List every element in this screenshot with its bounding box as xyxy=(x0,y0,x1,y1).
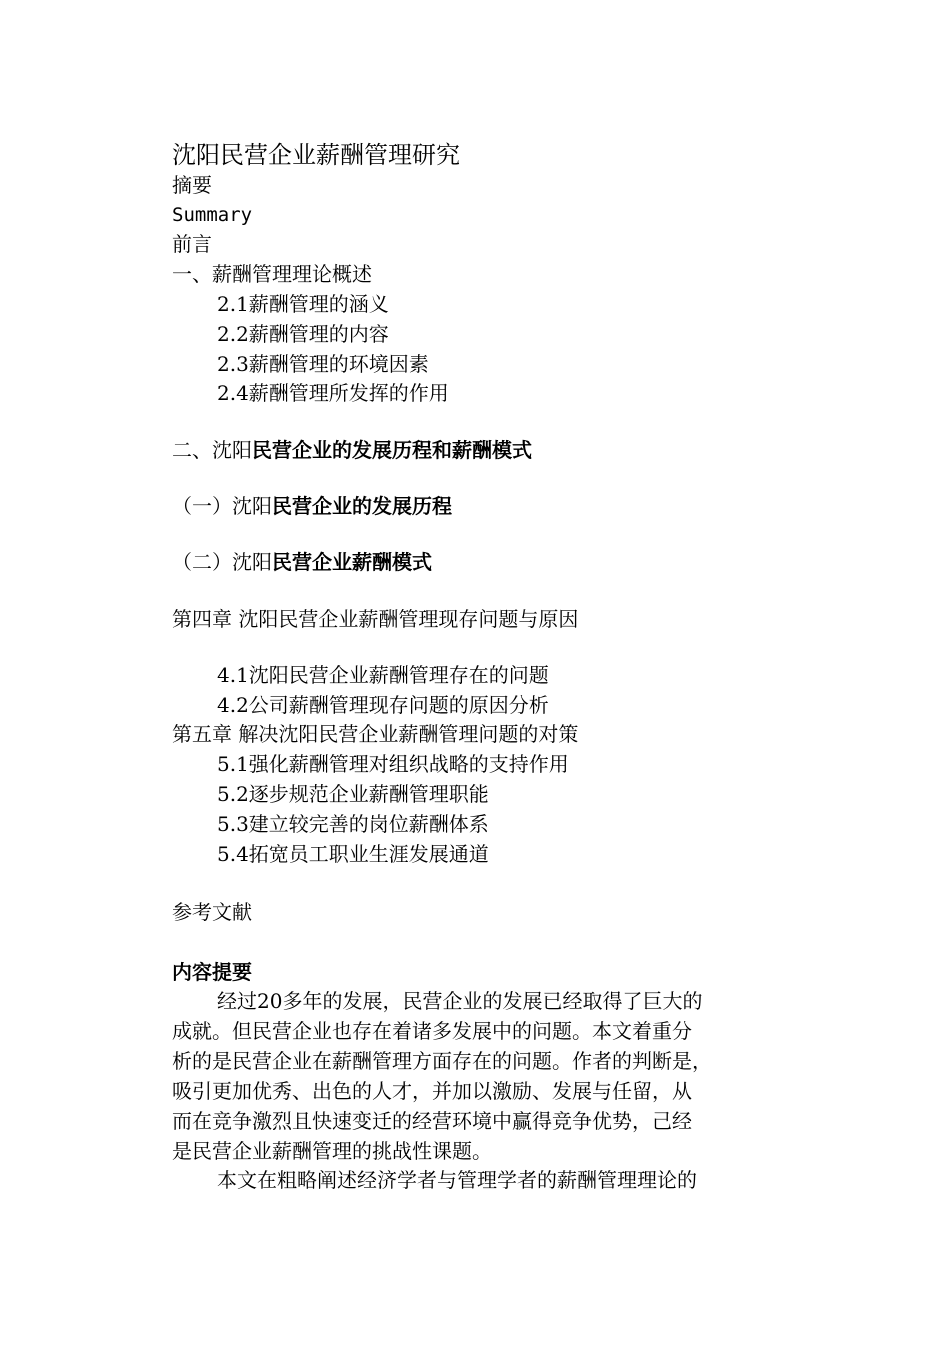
toc-item: 5.1强化薪酬管理对组织战略的支持作用 xyxy=(217,752,569,776)
toc-chapter-4: 第四章 沈阳民营企业薪酬管理现存问题与原因 xyxy=(172,607,579,631)
toc-summary: Summary xyxy=(172,204,253,226)
toc-item: 2.4薪酬管理所发挥的作用 xyxy=(217,381,449,405)
toc-section-title: 民营企业的发展历程 xyxy=(272,494,452,518)
paragraph-line: 而在竞争激烈且快速变迁的经营环境中赢得竞争优势，己经 xyxy=(172,1109,692,1133)
toc-abstract: 摘要 xyxy=(172,173,212,197)
toc-chapter-1: 一、薪酬管理理论概述 xyxy=(172,262,372,286)
toc-item: 4.2公司薪酬管理现存问题的原因分析 xyxy=(217,693,549,717)
toc-item: 2.2薪酬管理的内容 xyxy=(217,322,389,346)
paragraph-line: 析的是民营企业在薪酬管理方面存在的问题。作者的判断是， xyxy=(172,1049,712,1073)
content-summary-heading: 内容提要 xyxy=(172,960,252,984)
document-title: 沈阳民营企业薪酬管理研究 xyxy=(172,141,460,169)
toc-item: 5.2逐步规范企业薪酬管理职能 xyxy=(217,782,489,806)
content-summary-paragraph-2 xyxy=(172,1165,782,1195)
toc-references: 参考文献 xyxy=(172,900,252,924)
paragraph-line: 成就。但民营企业也存在着诸多发展中的问题。本文着重分 xyxy=(172,1019,692,1043)
toc-item: 5.4拓宽员工职业生涯发展通道 xyxy=(217,842,489,866)
toc-item: 5.3建立较完善的岗位薪酬体系 xyxy=(217,812,489,836)
paragraph-line: 是民营企业薪酬管理的挑战性课题。 xyxy=(172,1139,492,1163)
content-summary-paragraph-1 xyxy=(172,986,782,1166)
toc-chapter-2-prefix: 二、沈阳 xyxy=(172,438,252,462)
toc-item: 2.1薪酬管理的涵义 xyxy=(217,292,389,316)
toc-chapter-2 xyxy=(172,435,532,465)
paragraph-line: 吸引更加优秀、出色的人才，并加以激励、发展与任留，从 xyxy=(172,1079,692,1103)
toc-chapter-2-title: 民营企业的发展历程和薪酬模式 xyxy=(252,438,532,462)
toc-section-title: 民营企业薪酬模式 xyxy=(272,550,432,574)
toc-item: 4.1沈阳民营企业薪酬管理存在的问题 xyxy=(217,663,549,687)
toc-section-prefix: （二）沈阳 xyxy=(172,550,272,574)
paragraph-line: 本文在粗略阐述经济学者与管理学者的薪酬管理理论的 xyxy=(217,1168,697,1192)
toc-chapter-2-section-2 xyxy=(172,547,432,577)
paragraph-line: 经过20多年的发展，民营企业的发展已经取得了巨大的 xyxy=(217,989,703,1013)
toc-item: 2.3薪酬管理的环境因素 xyxy=(217,352,429,376)
toc-chapter-5: 第五章 解决沈阳民营企业薪酬管理问题的对策 xyxy=(172,722,579,746)
toc-preface: 前言 xyxy=(172,232,212,256)
toc-chapter-2-section-1 xyxy=(172,491,452,521)
toc-section-prefix: （一）沈阳 xyxy=(172,494,272,518)
